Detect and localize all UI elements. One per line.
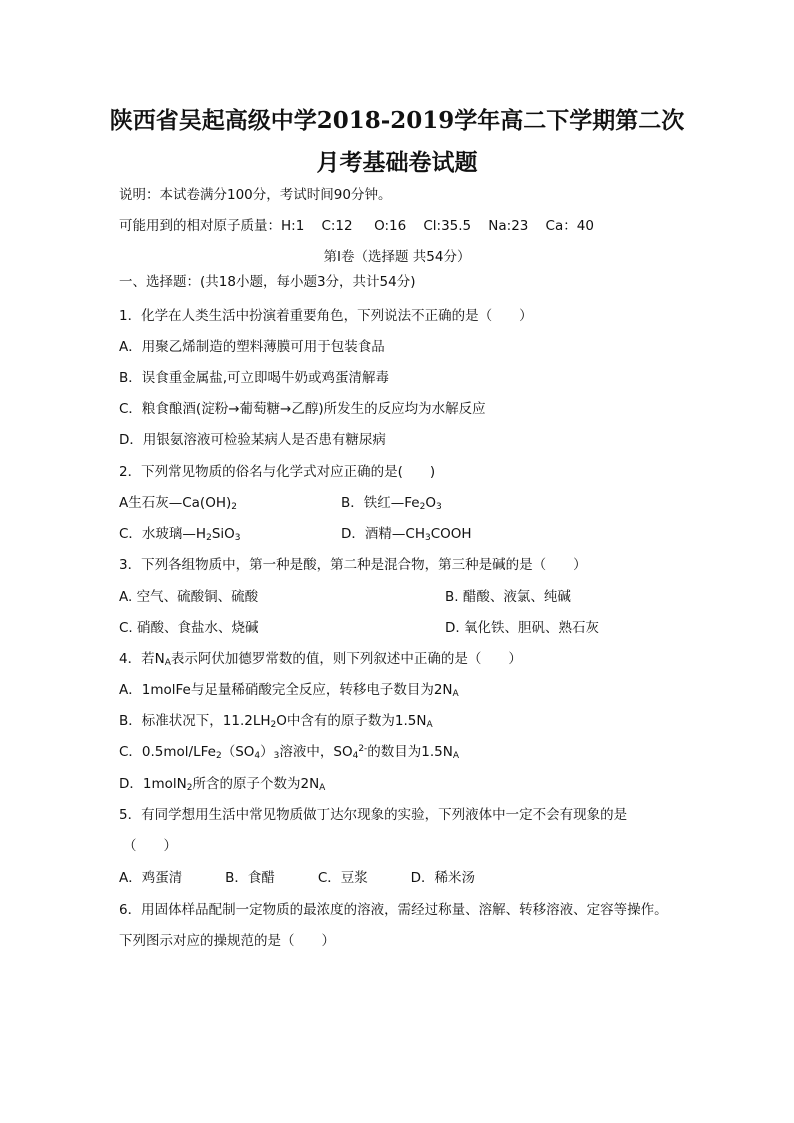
question-1-option-b: B．误食重金属盐,可立即喝牛奶或鸡蛋清解毒 — [119, 370, 390, 386]
question-2-option-a: A生石灰$—Ca(OH)_2$ — [119, 495, 237, 512]
question-3-option-d: D. 氧化铁、胆矾、熟石灰 — [445, 620, 599, 636]
question-2-option-b: B．铁红$—Fe_2O_3$ — [341, 495, 442, 512]
question-1-stem: 1．化学在人类生活中扮演着重要角色，下列说法不正确的是（ ） — [119, 308, 533, 324]
part-heading: 一、选择题：(共18小题，每小题3分，共计54分) — [119, 274, 416, 290]
exam-title-line2: 月考基础卷试题 — [316, 149, 478, 176]
question-5-options: A．鸡蛋清 B．食醋 C．豆浆 D．稀米汤 — [119, 870, 476, 886]
exam-note: 说明：本试卷满分100分，考试时间90分钟。 — [119, 187, 392, 203]
question-4-option-d: D．1molN$_2$所含的原子个数为$2N_A$ — [119, 776, 326, 793]
question-5-stem: 5．有同学想用生活中常见物质做丁达尔现象的实验，下列液体中一定不会有现象的是 — [119, 807, 628, 823]
question-4-option-c: C．$0.5mol/LFe_2(SO_4)_3$溶液中，$SO_4^{2-}$的数目为$1.5N_A$ — [119, 744, 460, 761]
question-5-answer-paren: （ ） — [123, 838, 177, 854]
question-1-option-d: D．用银氨溶液可检验某病人是否患有糖尿病 — [119, 432, 386, 448]
question-2-stem: 2．下列常见物质的俗名与化学式对应正确的是( ) — [119, 464, 436, 480]
question-6-stem-line1: 6．用固体样品配制一定物质的最浓度的溶液，需经过称量、溶解、转移溶液、定容等操作。 — [119, 902, 668, 918]
question-3-option-a: A. 空气、硫酸铜、硫酸 — [119, 589, 259, 605]
question-1-option-a: A．用聚乙烯制造的塑料薄膜可用于包装食品 — [119, 339, 385, 355]
question-4-option-a: A．1molFe与足量稀硝酸完全反应，转移电子数目为$2N_A$ — [119, 682, 459, 699]
exam-title-line1: 陕西省吴起高级中学2018-2019学年高二下学期第二次 — [109, 107, 685, 134]
question-3-stem: 3．下列各组物质中，第一种是酸，第二种是混合物，第三种是碱的是（ ） — [119, 557, 587, 573]
question-3-option-c: C. 硝酸、食盐水、烧碱 — [119, 620, 259, 636]
question-4-stem: 4．若$N_A$表示阿伏加德罗常数的值，则下列叙述中正确的是（ ） — [119, 651, 522, 668]
question-4-option-b: B．标准状况下，$11.2LH_2O$中含有的原子数为$1.5N_A$ — [119, 713, 433, 730]
question-1-option-c: C．粮食酿酒(淀粉→葡萄糖→乙醇)所发生的反应均为水解反应 — [119, 401, 486, 417]
volume-heading: 第Ⅰ卷（选择题 共54分） — [323, 249, 471, 265]
question-2-option-d: D．酒精$—CH_3COOH$ — [341, 526, 472, 543]
atomic-mass-list: 可能用到的相对原子质量：H:1 C:12 O:16 Cl:35.5 Na:23 Ca：40 — [119, 218, 594, 234]
question-2-option-c: C．水玻璃$—H_2SiO_3$ — [119, 526, 241, 543]
question-3-option-b: B. 醋酸、液氯、纯碱 — [445, 589, 571, 605]
question-6-stem-line2: 下列图示对应的操规范的是（ ） — [119, 933, 335, 949]
